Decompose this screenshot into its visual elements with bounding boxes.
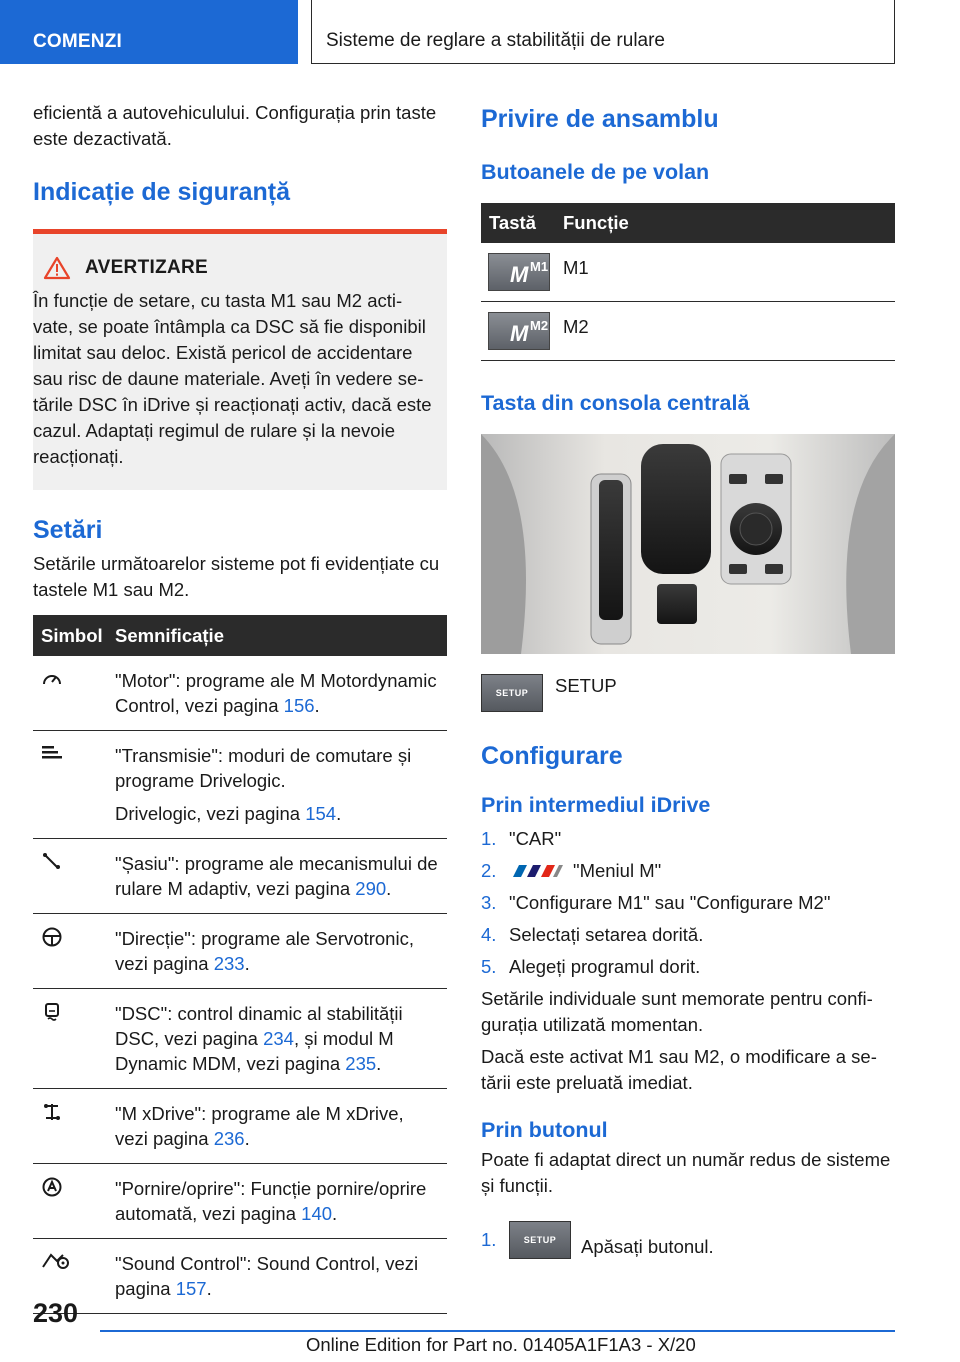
setup-label: SETUP	[555, 675, 617, 696]
page-link[interactable]: 234	[263, 1028, 294, 1049]
page-link[interactable]: 235	[345, 1053, 377, 1074]
settings-paragraph: Setările următoarelor sisteme pot fi evidențiate cu tastele M1 sau M2.	[33, 553, 440, 600]
dsc-icon	[41, 1001, 63, 1023]
table-row: "DSC": control dinamic al stabilității DSC, vezi pagina 234, și modul M Dynamic MDM, vezi pagina 235.	[33, 989, 447, 1089]
center-console-image	[481, 434, 895, 654]
press-step-text: Apăsați butonul.	[581, 1236, 714, 1257]
page-number: 230	[33, 1298, 79, 1328]
page-link[interactable]: 157	[175, 1278, 207, 1299]
key-column-header: Tastă	[481, 203, 563, 243]
press-step: 1. SETUP Apăsați butonul.	[481, 1221, 895, 1259]
function-column-header: Funcție	[563, 203, 895, 243]
m1-key-icon	[488, 253, 550, 291]
auto-start-stop-icon	[41, 1176, 63, 1198]
table-row	[481, 302, 895, 361]
table-row: "Transmisie": moduri de comutare și programe Drivelogic. Drivelogic, vezi pagina 154.	[33, 731, 447, 839]
warning-triangle-icon	[43, 256, 71, 280]
page-link[interactable]: 236	[213, 1128, 245, 1149]
chapter-label: COMENZI	[33, 31, 123, 52]
suspension-icon	[41, 852, 63, 870]
table-row: "Pornire/oprire": Funcție pornire/oprire automată, vezi pagina 140.	[33, 1164, 447, 1239]
idrive-heading: Prin intermediul iDrive	[481, 793, 711, 817]
list-item: 2. "Meniul M"	[481, 860, 662, 881]
page-link[interactable]: 290	[355, 878, 387, 899]
chapter-tab	[0, 0, 298, 64]
configuration-heading: Configurare	[481, 742, 623, 770]
svg-text:M: M	[510, 262, 529, 287]
sound-control-icon	[41, 1251, 73, 1271]
table-row	[481, 243, 895, 302]
svg-text:M1: M1	[530, 259, 549, 274]
settings-table	[33, 615, 447, 1314]
warning-text: În funcție de setare, cu tasta M1 sau M2 activate, se poate întâmpla ca DSC să fie disponibil limitat sau deloc. Există pericol de accidentare sau risc de daune materiale. Aveți în vedere setările DSC în iDrive și reacționați activ, dacă este cazul. Adaptați regimul de rulare și la nevoie reacționați.	[33, 290, 432, 467]
m2-key-icon	[488, 312, 550, 350]
right-column	[481, 100, 895, 1259]
svg-text:M: M	[510, 321, 529, 346]
change-adopted-paragraph: Dacă este activat M1 sau M2, o modificare a setării este preluată imediat.	[481, 1046, 877, 1093]
svg-text:M2: M2	[530, 318, 549, 333]
warning-box	[33, 229, 447, 490]
page-link[interactable]: 156	[283, 695, 315, 716]
m2-function: M2	[563, 302, 895, 361]
page-link[interactable]: 140	[301, 1203, 333, 1224]
m-menu-icon	[509, 863, 565, 879]
table-row: "Sound Control": Sound Control, vezi pagina 157.	[33, 1239, 447, 1314]
setup-key-icon: SETUP	[481, 674, 543, 712]
footer-divider	[100, 1330, 895, 1332]
table-row: "Motor": programe ale M Motordynamic Control, vezi pagina 156.	[33, 656, 447, 731]
section-header	[311, 0, 895, 64]
safety-heading: Indicație de siguranță	[33, 178, 291, 206]
page-link[interactable]: 154	[305, 803, 337, 824]
intro-paragraph: eficientă a autovehiculului. Configurația prin taste este dezactivată.	[33, 102, 437, 149]
transmission-icon	[41, 744, 63, 762]
settings-heading: Setări	[33, 516, 103, 544]
steering-wheel-icon	[41, 926, 63, 948]
m1-function: M1	[563, 243, 895, 302]
left-column	[33, 100, 447, 1314]
meaning-column-header: Semnificație	[115, 615, 447, 656]
table-row: "Șasiu": programe ale mecanismului de rulare M adaptiv, vezi pagina 290.	[33, 839, 447, 914]
key-table	[481, 203, 895, 361]
button-heading: Prin butonul	[481, 1118, 608, 1142]
xdrive-icon	[41, 1101, 63, 1123]
table-row: "Direcție": programe ale Servotronic, vezi pagina 233.	[33, 914, 447, 989]
gauge-icon	[41, 671, 63, 687]
list-item: 5. Alegeți programul dorit.	[481, 956, 701, 977]
wheel-buttons-heading: Butoanele de pe volan	[481, 160, 710, 184]
table-row: "M xDrive": programe ale M xDrive, vezi pagina 236.	[33, 1089, 447, 1164]
symbol-column-header: Simbol	[33, 615, 115, 656]
console-heading: Tasta din consola centrală	[481, 391, 750, 415]
list-item: 3. "Configurare M1" sau "Configurare M2"	[481, 892, 831, 913]
setup-button-icon: SETUP	[509, 1221, 571, 1259]
setup-row	[481, 674, 895, 712]
list-item: 4. Selectați setarea dorită.	[481, 924, 704, 945]
edition-text: Online Edition for Part no. 01405A1F1A3 - X/20	[306, 1334, 696, 1355]
page-link[interactable]: 233	[213, 953, 245, 974]
individual-settings-paragraph: Setările individuale sunt memorate pentru configurația utilizată momentan.	[481, 988, 873, 1035]
idrive-steps	[481, 826, 895, 980]
list-item: 1. "CAR"	[481, 828, 562, 849]
warning-title: AVERTIZARE	[85, 257, 208, 278]
section-title: Sisteme de reglare a stabilității de rulare	[326, 30, 666, 51]
overview-heading: Privire de ansamblu	[481, 105, 719, 133]
button-paragraph: Poate fi adaptat direct un număr redus de sisteme și funcții.	[481, 1149, 891, 1196]
